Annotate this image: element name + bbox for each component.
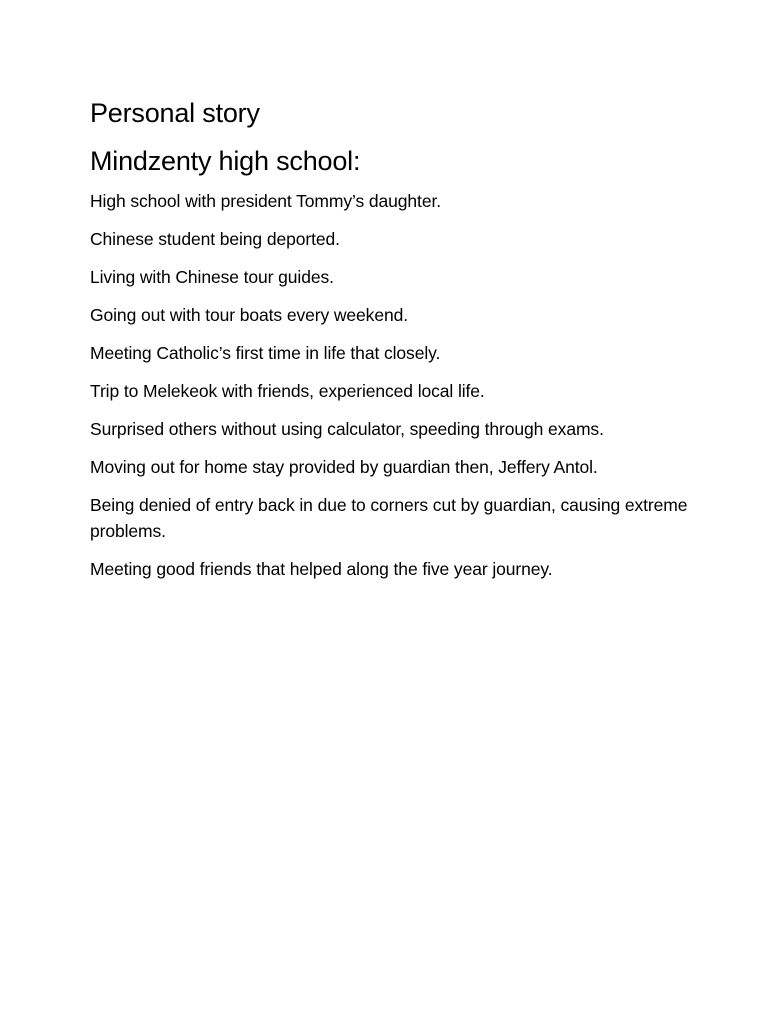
document-title: Personal story xyxy=(90,98,260,128)
document-content xyxy=(90,96,690,594)
section-heading: Mindzenty high school: xyxy=(90,146,361,176)
story-lines xyxy=(90,188,690,582)
story-line: Chinese student being deported. xyxy=(90,229,340,249)
story-line: Meeting Catholic’s first time in life that closely. xyxy=(90,343,441,363)
story-line: High school with president Tommy’s daughter. xyxy=(90,191,441,211)
story-line: Meeting good friends that helped along the five year journey. xyxy=(90,559,553,579)
story-line: Surprised others without using calculator, speeding through exams. xyxy=(90,419,604,439)
story-line: Living with Chinese tour guides. xyxy=(90,267,334,287)
story-line: Being denied of entry back in due to corners cut by guardian, causing extreme problems. xyxy=(90,495,688,541)
story-line: Trip to Melekeok with friends, experienced local life. xyxy=(90,381,485,401)
story-line: Moving out for home stay provided by guardian then, Jeffery Antol. xyxy=(90,457,598,477)
story-line: Going out with tour boats every weekend. xyxy=(90,305,408,325)
